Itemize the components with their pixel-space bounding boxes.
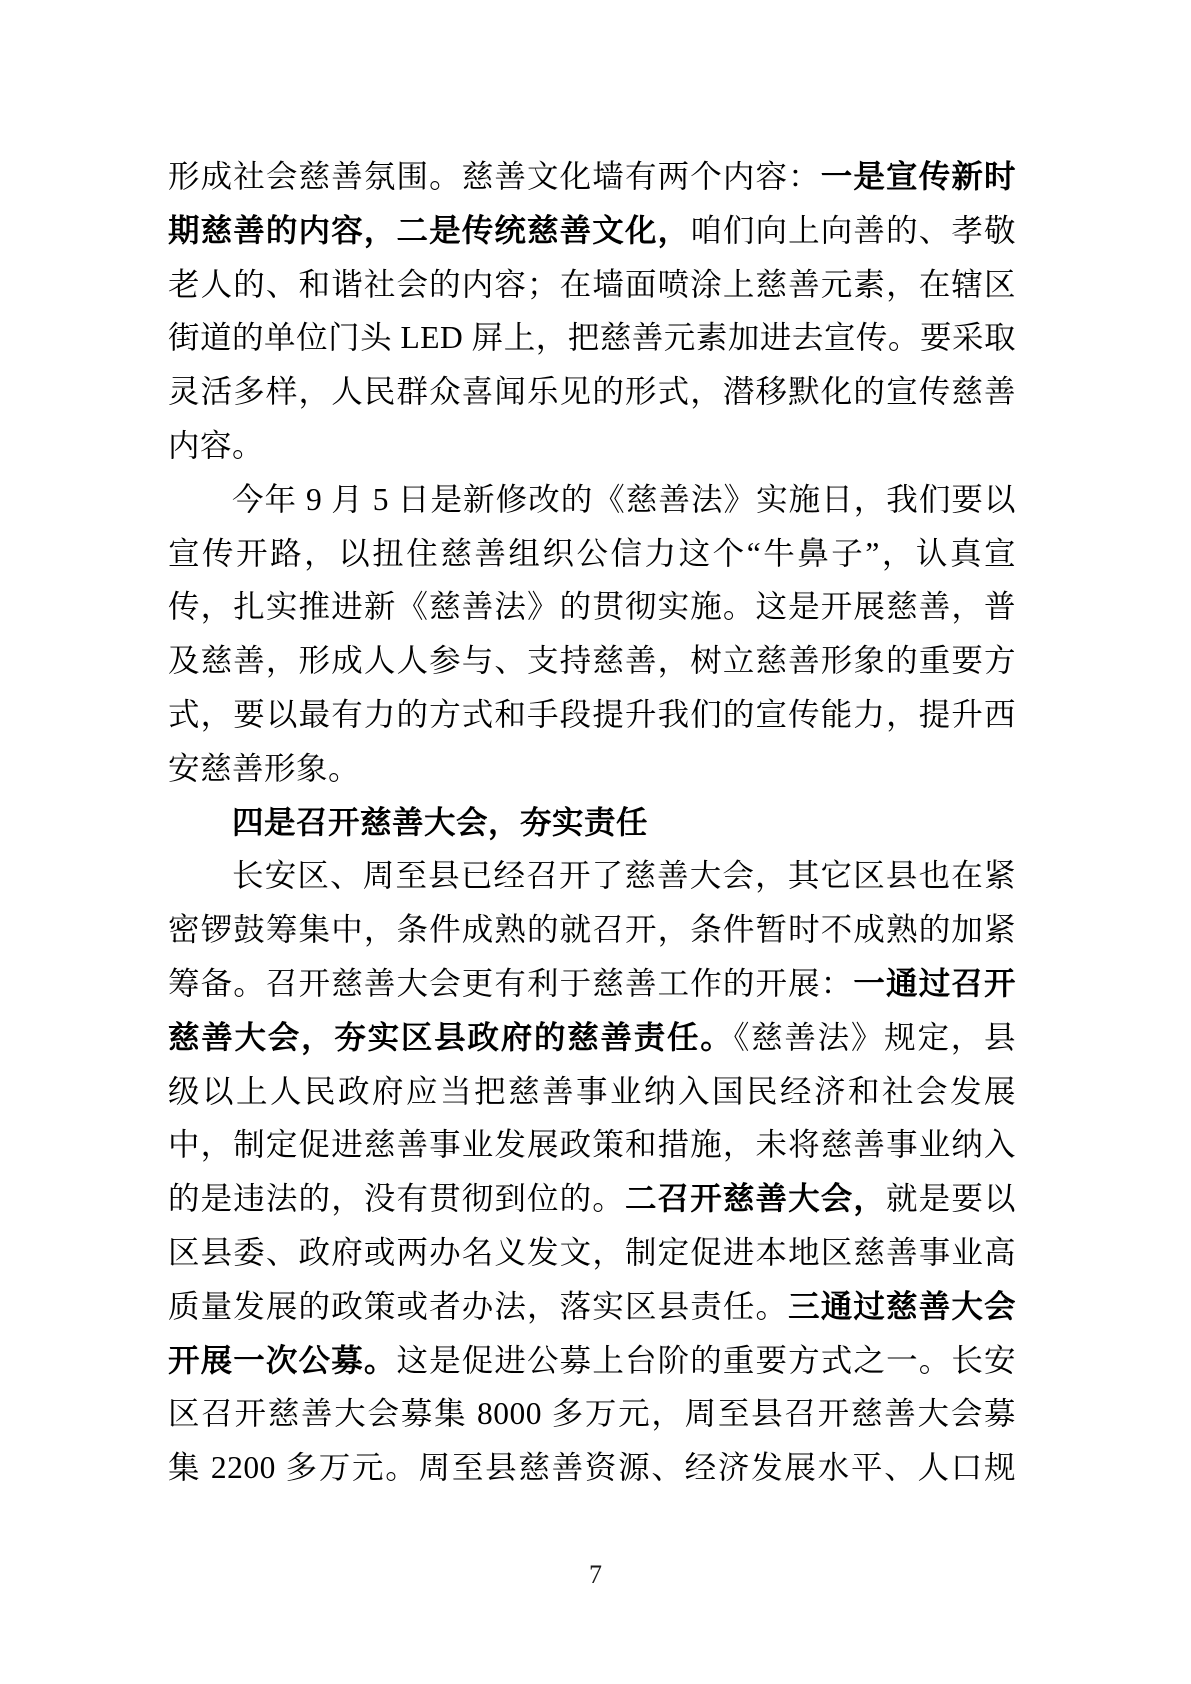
text-line — [168, 903, 1016, 957]
text-line — [168, 634, 1016, 688]
text-line — [168, 580, 1016, 634]
text-run: 式，要以最有力的方式和手段提升我们的宣传能力，提升西 — [168, 696, 1016, 732]
bold-text-run: 三通过慈善大会 — [788, 1288, 1016, 1324]
text-run: 老人的、和谐社会的内容；在墙面喷涂上慈善元素，在辖区 — [168, 266, 1016, 302]
text-run: 这是促进公募上台阶的重要方式之一。长安 — [396, 1342, 1016, 1378]
text-run: 就是要以 — [886, 1181, 1016, 1217]
text-run: 安慈善形象。 — [168, 750, 361, 786]
text-line — [168, 849, 1016, 903]
text-line — [168, 1065, 1016, 1119]
bold-text-run: 期慈善的内容，二是传统慈善文化， — [168, 212, 691, 248]
text-run: 中，制定促进慈善事业发展政策和措施，未将慈善事业纳入 — [168, 1127, 1016, 1163]
text-line — [168, 1387, 1016, 1441]
bold-text-run: 一是宣传新时 — [820, 159, 1016, 194]
bold-text-run: 一通过召开 — [853, 965, 1016, 1001]
text-run: 质量发展的政策或者办法，落实区县责任。 — [168, 1288, 789, 1324]
text-run: 密锣鼓筹集中，条件成熟的就召开，条件暂时不成熟的加紧 — [168, 912, 1016, 948]
page-number: 7 — [589, 1560, 602, 1589]
text-line — [168, 1441, 1016, 1495]
text-run: 《慈善法》规定，县 — [733, 1019, 1016, 1055]
text-line — [168, 1334, 1016, 1388]
text-run: 咱们向上向善的、孝敬 — [690, 212, 1016, 248]
text-run: 形成社会慈善氛围。慈善文化墙有两个内容： — [168, 159, 821, 194]
text-line — [168, 1118, 1016, 1172]
text-run: 长安区、周至县已经召开了慈善大会，其它区县也在紧 — [232, 858, 1016, 894]
text-line — [168, 527, 1016, 581]
text-line — [168, 258, 1016, 312]
text-line — [168, 150, 1016, 204]
bold-text-run: 开展一次公募。 — [168, 1342, 397, 1378]
text-run: 区召开慈善大会募集 8000 多万元，周至县召开慈善大会募 — [168, 1396, 1016, 1432]
text-run: 的是违法的，没有贯彻到位的。 — [168, 1181, 625, 1217]
text-run: 集 2200 多万元。周至县慈善资源、经济发展水平、人口规 — [168, 1450, 1016, 1486]
bold-text-run: 四是召开慈善大会，夯实责任 — [232, 804, 649, 840]
text-line — [168, 957, 1016, 1011]
text-run: 宣传开路，以扭住慈善组织公信力这个“牛鼻子”，认真宣 — [168, 535, 1016, 571]
text-line — [168, 742, 1016, 796]
text-run: 街道的单位门头 LED 屏上，把慈善元素加进去宣传。要采取 — [168, 320, 1016, 356]
text-run: 灵活多样，人民群众喜闻乐见的形式，潜移默化的宣传慈善 — [168, 374, 1016, 410]
text-run: 传，扎实推进新《慈善法》的贯彻实施。这是开展慈善，普 — [168, 589, 1016, 625]
text-line — [168, 473, 1016, 527]
bold-text-run: 慈善大会，夯实区县政府的慈善责任。 — [168, 1019, 734, 1055]
text-line — [168, 419, 1016, 473]
text-line — [168, 688, 1016, 742]
text-line — [168, 365, 1016, 419]
text-run: 区县委、政府或两办名义发文，制定促进本地区慈善事业高 — [168, 1234, 1016, 1270]
text-run: 今年 9 月 5 日是新修改的《慈善法》实施日，我们要以 — [232, 481, 1016, 517]
text-run: 筹备。召开慈善大会更有利于慈善工作的开展： — [168, 965, 854, 1001]
text-line — [168, 311, 1016, 365]
text-run: 及慈善，形成人人参与、支持慈善，树立慈善形象的重要方 — [168, 643, 1016, 679]
text-line — [168, 1172, 1016, 1226]
text-line — [168, 796, 1016, 850]
bold-text-run: 二召开慈善大会， — [624, 1181, 887, 1217]
text-run: 内容。 — [168, 427, 265, 463]
text-run: 级以上人民政府应当把慈善事业纳入国民经济和社会发展 — [168, 1073, 1016, 1109]
text-line — [168, 1011, 1016, 1065]
text-line — [168, 1226, 1016, 1280]
document-body — [168, 150, 1016, 1495]
text-line — [168, 204, 1016, 258]
text-line — [168, 1280, 1016, 1334]
